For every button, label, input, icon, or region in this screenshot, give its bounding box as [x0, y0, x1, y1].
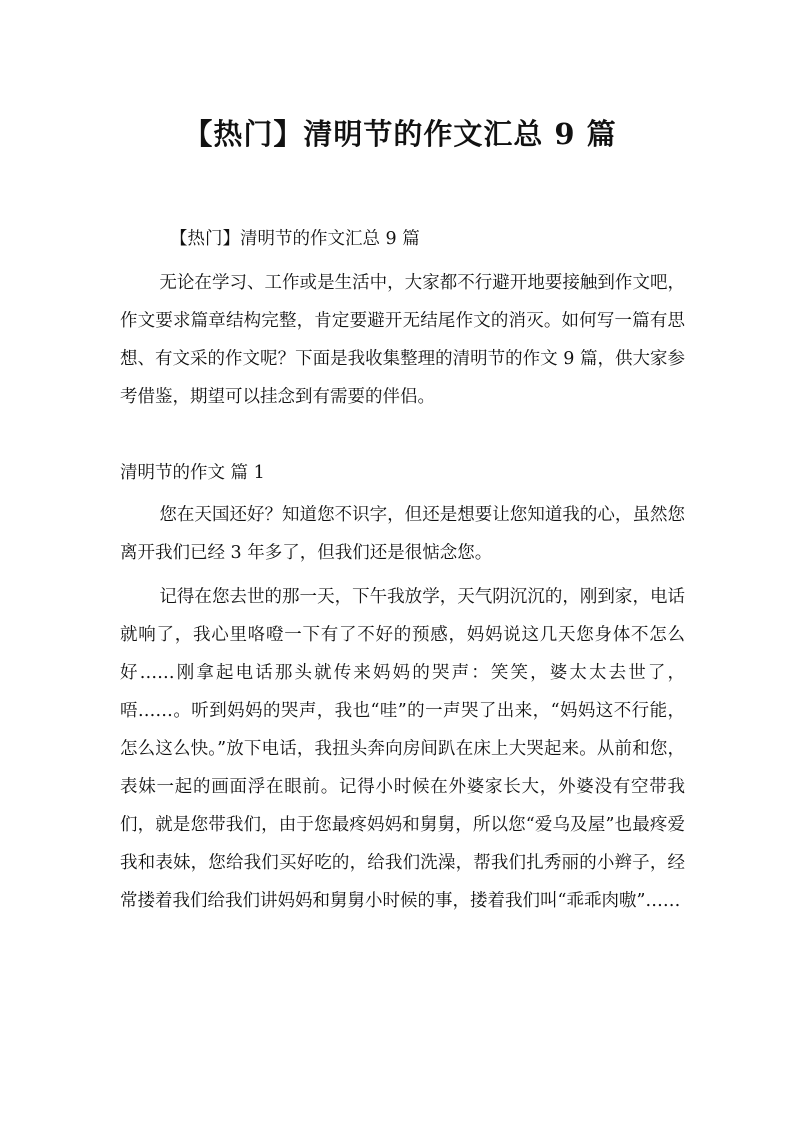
section-heading: 清明节的作文 篇 1 — [120, 463, 265, 483]
document-body — [120, 220, 685, 920]
body-paragraph-2: 记得在您去世的那一天，下午我放学，天气阴沉沉的，刚到家，电话就响了，我心里咯噔一下有了不好的预感，妈妈说这几天您身体不怎么好……刚拿起电话那头就传来妈妈的哭声：笑笑，婆太太去世了，唔……。听到妈妈的哭声，我也“哇”的一声哭了出来，“妈妈这不行能，怎么这么快。”放下电话，我扭头奔向房间趴在床上大哭起来。从前和您，表妹一起的画面浮在眼前。记得小时候在外婆家长大，外婆没有空带我们，就是您带我们，由于您最疼妈妈和舅舅，所以您“爱乌及屋”也最疼爱我和表妹，您给我们买好吃的，给我们洗澡，帮我们扎秀丽的小辫子，经常搂着我们给我们讲妈妈和舅舅小时候的事，搂着我们叫“乖乖肉嗷”…… — [120, 587, 685, 911]
intro-paragraph: 无论在学习、工作或是生活中，大家都不行避开地要接触到作文吧，作文要求篇章结构完整，肯定要避开无结尾作文的消灭。如何写一篇有思想、有文采的作文呢？下面是我收集整理的清明节的作文 9 篇，供大家参考借鉴，期望可以挂念到有需要的伴侣。 — [120, 273, 685, 407]
document-title: 【热门】清明节的作文汇总 9 篇 — [183, 117, 617, 151]
body-paragraph-1: 您在天国还好？知道您不识字，但还是想要让您知道我的心，虽然您离开我们已经 3 年多了，但我们还是很惦念您。 — [120, 505, 685, 563]
document-subtitle: 【热门】清明节的作文汇总 9 篇 — [170, 229, 420, 249]
